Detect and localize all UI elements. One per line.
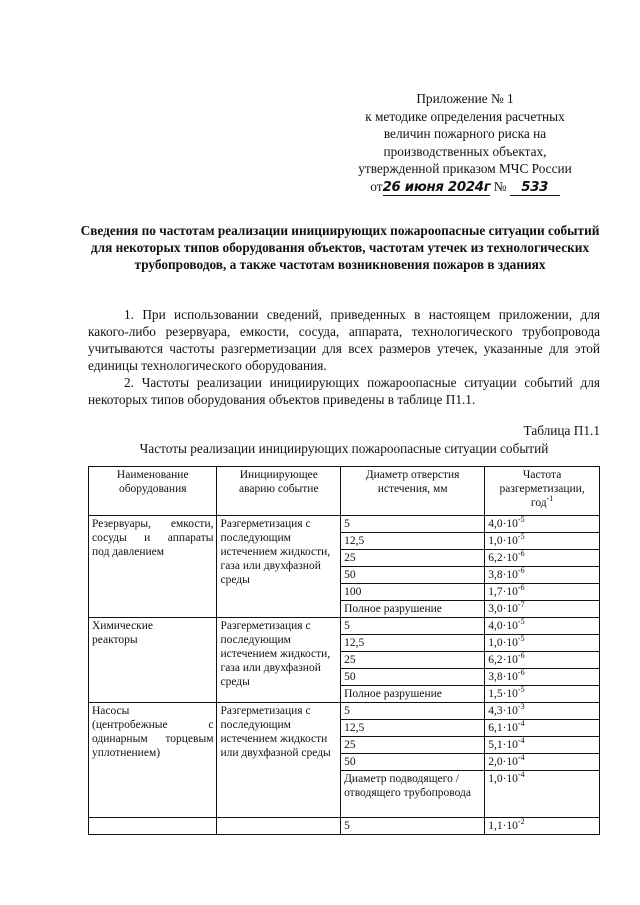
frequency-mantissa: 3,8·10 bbox=[488, 671, 518, 683]
header-frequency-text: Частота разгерметизации, год bbox=[499, 469, 585, 509]
equipment-line: Химические bbox=[92, 620, 154, 632]
table-caption: Частоты реализации инициирующих пожароопасные ситуации событий bbox=[139, 441, 549, 456]
cell-frequency bbox=[485, 533, 600, 550]
frequency-exponent: -5 bbox=[517, 515, 525, 525]
cell-equipment bbox=[89, 618, 217, 703]
cell-diameter: 25 bbox=[341, 737, 485, 754]
cell-diameter: 5 bbox=[341, 818, 485, 835]
equipment-line: Резервуары, емкости, bbox=[92, 518, 214, 530]
cell-event-empty bbox=[217, 818, 341, 835]
cell-diameter: 25 bbox=[341, 652, 485, 669]
frequency-exponent: -6 bbox=[517, 583, 525, 593]
header-equipment: Наименование оборудования bbox=[89, 467, 217, 516]
table-row bbox=[89, 618, 600, 635]
frequency-exponent: -7 bbox=[517, 600, 525, 610]
table-label: Таблица П1.1 bbox=[523, 423, 600, 438]
frequency-exponent: -5 bbox=[517, 617, 525, 627]
appendix-number: Приложение № 1 bbox=[416, 91, 514, 106]
frequency-mantissa: 3,8·10 bbox=[488, 569, 518, 581]
frequency-exponent: -6 bbox=[517, 566, 525, 576]
cell-frequency bbox=[485, 652, 600, 669]
frequency-exponent: -4 bbox=[517, 770, 525, 780]
cell-diameter: 5 bbox=[341, 516, 485, 533]
frequency-mantissa: 1,7·10 bbox=[488, 586, 518, 598]
frequency-mantissa: 1,0·10 bbox=[488, 637, 518, 649]
cell-diameter: Полное разрушение bbox=[341, 686, 485, 703]
cell-frequency bbox=[485, 737, 600, 754]
frequency-mantissa: 1,1·10 bbox=[488, 820, 518, 832]
frequency-mantissa: 6,2·10 bbox=[488, 654, 518, 666]
cell-diameter: 50 bbox=[341, 754, 485, 771]
frequency-exponent: -5 bbox=[517, 634, 525, 644]
cell-frequency bbox=[485, 618, 600, 635]
appendix-line: утвержденной приказом МЧС России bbox=[358, 161, 572, 176]
header-diameter: Диаметр отверстия истечения, мм bbox=[341, 467, 485, 516]
cell-frequency bbox=[485, 771, 600, 818]
paragraph-1: 1. При использовании сведений, приведенных в настоящем приложении, для какого-либо резервуара, емкости, сосуда, аппарата, технологического трубопровода учитываются частоты разгерметизации для всех размеров утечек, указанные для этой единицы технологического оборудования. bbox=[88, 307, 600, 373]
frequency-exponent: -6 bbox=[517, 651, 525, 661]
frequency-exponent: -4 bbox=[517, 753, 525, 763]
cell-frequency bbox=[485, 703, 600, 720]
header-frequency-exp: -1 bbox=[546, 494, 554, 504]
table-row bbox=[89, 818, 600, 835]
frequency-mantissa: 2,0·10 bbox=[488, 756, 518, 768]
cell-frequency bbox=[485, 686, 600, 703]
appendix-line: производственных объектах, bbox=[383, 143, 547, 159]
appendix-line: величин пожарного риска на bbox=[383, 126, 547, 141]
frequency-mantissa: 4,3·10 bbox=[488, 705, 518, 717]
cell-frequency bbox=[485, 584, 600, 601]
frequency-exponent: -6 bbox=[517, 549, 525, 559]
frequency-mantissa: 5,1·10 bbox=[488, 739, 518, 751]
number-label: № bbox=[493, 178, 507, 194]
frequency-exponent: -5 bbox=[517, 685, 525, 695]
frequency-exponent: -2 bbox=[517, 817, 525, 827]
equipment-line: уплотнением) bbox=[92, 747, 161, 759]
frequency-exponent: -3 bbox=[517, 702, 525, 712]
cell-frequency bbox=[485, 669, 600, 686]
header-frequency bbox=[485, 467, 600, 516]
equipment-line: сосуды и аппараты bbox=[92, 532, 214, 544]
table-header-row bbox=[89, 467, 600, 516]
order-reference bbox=[370, 178, 559, 196]
table-body bbox=[89, 516, 600, 835]
cell-diameter: 50 bbox=[341, 669, 485, 686]
appendix-line: к методике определения расчетных bbox=[365, 108, 565, 124]
cell-frequency bbox=[485, 720, 600, 737]
cell-diameter: 12,5 bbox=[341, 533, 485, 550]
frequency-mantissa: 3,0·10 bbox=[488, 603, 518, 615]
cell-event: Разгерметизация с последующим истечением жидкости, газа или двухфазной среды bbox=[217, 516, 341, 618]
cell-frequency bbox=[485, 550, 600, 567]
cell-event: Разгерметизация с последующим истечением жидкости или двухфазной среды bbox=[217, 703, 341, 818]
header-event: Инициирующее аварию событие bbox=[217, 467, 341, 516]
equipment-line: под давлением bbox=[92, 546, 165, 558]
frequency-exponent: -5 bbox=[517, 532, 525, 542]
cell-diameter: 5 bbox=[341, 618, 485, 635]
cell-equipment bbox=[89, 703, 217, 818]
cell-frequency bbox=[485, 516, 600, 533]
frequency-mantissa: 1,0·10 bbox=[488, 773, 518, 785]
equipment-line: Насосы bbox=[92, 705, 130, 717]
cell-event: Разгерметизация с последующим истечением жидкости, газа или двухфазной среды bbox=[217, 618, 341, 703]
cell-diameter: 50 bbox=[341, 567, 485, 584]
frequency-exponent: -4 bbox=[517, 719, 525, 729]
cell-frequency bbox=[485, 635, 600, 652]
frequency-exponent: -4 bbox=[517, 736, 525, 746]
cell-frequency bbox=[485, 818, 600, 835]
frequency-mantissa: 6,2·10 bbox=[488, 552, 518, 564]
from-prefix: от bbox=[370, 178, 383, 194]
cell-frequency bbox=[485, 601, 600, 618]
appendix-header bbox=[330, 90, 600, 196]
cell-frequency bbox=[485, 567, 600, 584]
paragraph-2: 2. Частоты реализации инициирующих пожароопасные ситуации событий для некоторых типов оборудования объектов приведены в таблице П1.1. bbox=[88, 375, 600, 407]
table-row bbox=[89, 703, 600, 720]
cell-diameter: 100 bbox=[341, 584, 485, 601]
cell-equipment bbox=[89, 516, 217, 618]
order-date: 26 июня 2024г bbox=[382, 179, 491, 195]
cell-diameter: 12,5 bbox=[341, 635, 485, 652]
frequency-mantissa: 1,5·10 bbox=[488, 688, 518, 700]
equipment-line: (центробежные с bbox=[92, 719, 214, 731]
cell-equipment-empty bbox=[89, 818, 217, 835]
document-title: Сведения по частотам реализации инициирующих пожароопасные ситуации событий для некоторых типов оборудования объектов, частотам утечек из технологических трубопроводов, а также частотам возникновения пожаров в зданиях bbox=[80, 223, 600, 272]
equipment-line: одинарным торцевым bbox=[92, 733, 214, 745]
frequency-mantissa: 6,1·10 bbox=[488, 722, 518, 734]
order-number: 533 bbox=[510, 180, 560, 196]
cell-diameter: Полное разрушение bbox=[341, 601, 485, 618]
cell-frequency bbox=[485, 754, 600, 771]
cell-diameter: 25 bbox=[341, 550, 485, 567]
frequency-exponent: -6 bbox=[517, 668, 525, 678]
frequency-mantissa: 4,0·10 bbox=[488, 620, 518, 632]
cell-diameter: Диаметр подводящего / отводящего трубопровода bbox=[341, 771, 485, 818]
equipment-line: реакторы bbox=[92, 634, 138, 646]
table-row bbox=[89, 516, 600, 533]
frequency-mantissa: 4,0·10 bbox=[488, 518, 518, 530]
frequency-table bbox=[88, 466, 600, 835]
frequency-mantissa: 1,0·10 bbox=[488, 535, 518, 547]
cell-diameter: 5 bbox=[341, 703, 485, 720]
cell-diameter: 12,5 bbox=[341, 720, 485, 737]
